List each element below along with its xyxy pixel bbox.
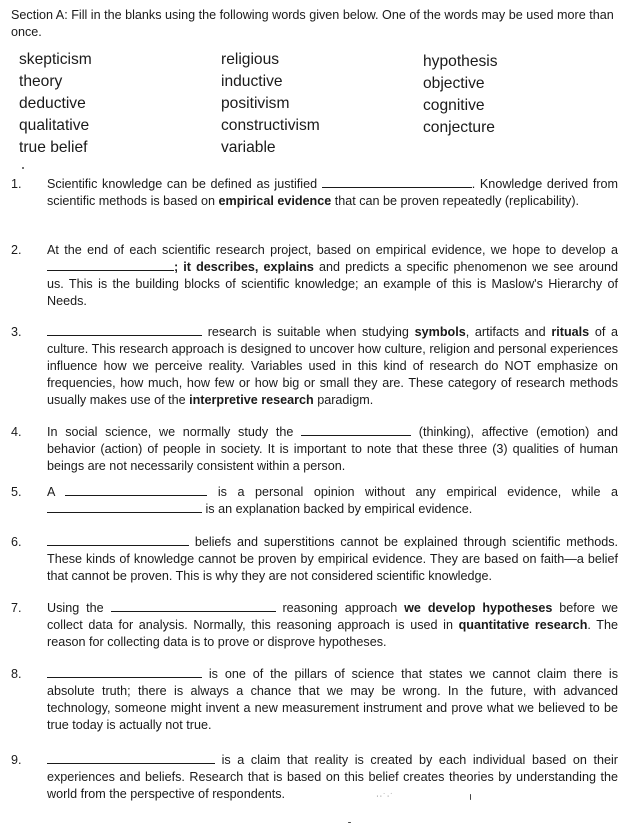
word-bank-item: hypothesis xyxy=(423,53,498,70)
question-number: 9. xyxy=(11,753,22,767)
question-4: In social science, we normally study the (thinking), affective (emotion) and behavior (action) of people in society. It is important to note that these three (3) qualities of human beings are not necessarily consistent within a person. xyxy=(47,425,619,473)
word-bank-item: theory xyxy=(19,73,63,90)
word-bank-item: positivism xyxy=(221,95,290,112)
word-bank-item: objective xyxy=(423,75,485,92)
answer-blank[interactable] xyxy=(47,534,189,546)
question-number: 1. xyxy=(11,177,22,191)
answer-blank[interactable] xyxy=(322,176,472,188)
word-bank-item: qualitative xyxy=(19,117,90,134)
question-number: 3. xyxy=(11,325,22,339)
word-bank-item: variable xyxy=(221,139,276,156)
stray-mark xyxy=(22,167,24,169)
answer-blank[interactable] xyxy=(47,501,202,513)
question-7: Using the reasoning approach we develop hypotheses before we collect data for analysis. Normally, this reasoning approach is used in quantitative research. The reason for collecting data is to prove or disprove hypotheses. xyxy=(47,601,619,649)
answer-blank[interactable] xyxy=(47,752,215,764)
answer-blank[interactable] xyxy=(47,259,174,271)
answer-blank[interactable] xyxy=(47,666,202,678)
question-number: 8. xyxy=(11,667,22,681)
stray-scribble-mark: ⋅⋅˙⋅˙ xyxy=(376,792,394,801)
question-number: 2. xyxy=(11,243,22,257)
answer-blank[interactable] xyxy=(65,484,207,496)
question-number: 5. xyxy=(11,485,22,499)
answer-blank[interactable] xyxy=(111,600,276,612)
question-9: is a claim that reality is created by each individual based on their experiences and beliefs. Research that is based on this belief creates theories by understanding the world from the perspective of respondents. xyxy=(47,753,618,801)
word-bank-item: inductive xyxy=(221,73,283,90)
question-2-text: At the end of each scientific research project, based on empirical evidence, we hope to develop a ; it describes, explains and predicts a specific phenomenon we see around us. This is the building blocks of scientific knowledge; an example of this is Maslow's Hierarchy of Needs. xyxy=(47,243,618,308)
question-5: A is a personal opinion without any empirical evidence, while a is an explanation backed by empirical evidence. xyxy=(47,485,619,516)
stray-mark xyxy=(470,794,471,800)
stray-mark xyxy=(348,822,351,823)
question-8: is one of the pillars of science that states we cannot claim there is absolute truth; there is always a chance that we may be wrong. In the future, with advanced technology, someone might invent a new measurement instrument and prove what we believed to be true today is actually not true. xyxy=(47,667,619,732)
word-bank-item: constructivism xyxy=(221,117,320,134)
word-bank-item: conjecture xyxy=(423,119,495,136)
section-instruction: Section A: Fill in the blanks using the following words given below. One of the words may be used more than once. xyxy=(11,8,614,39)
word-bank-item: true belief xyxy=(19,139,88,156)
question-3: research is suitable when studying symbols, artifacts and rituals of a culture. This research approach is designed to uncover how culture, religion and personal experiences influence how we perceive reality. Variables used in this kind of research do NOT emphasize on frequencies, how much, how few or how big or small they are. These category of research methods usually makes use of the interpretive research paradigm. xyxy=(47,325,619,407)
question-number: 4. xyxy=(11,425,22,439)
question-6: beliefs and superstitions cannot be explained through scientific methods. These kinds of knowledge cannot be proven by empirical evidence. They are based on faith—a belief that cannot be proven. This is why they are not considered scientific knowledge. xyxy=(47,535,619,583)
word-bank-item: skepticism xyxy=(19,51,92,68)
question-number: 7. xyxy=(11,601,22,615)
word-bank-item: deductive xyxy=(19,95,86,112)
question-1: Scientific knowledge can be defined as justified . Knowledge derived from scientific methods is based on empirical evidence that can be proven repeatedly (replicability). xyxy=(47,177,619,208)
word-bank-item: cognitive xyxy=(423,97,485,114)
answer-blank[interactable] xyxy=(47,324,202,336)
word-bank-item: religious xyxy=(221,51,280,68)
question-number: 6. xyxy=(11,535,22,549)
answer-blank[interactable] xyxy=(301,424,411,436)
